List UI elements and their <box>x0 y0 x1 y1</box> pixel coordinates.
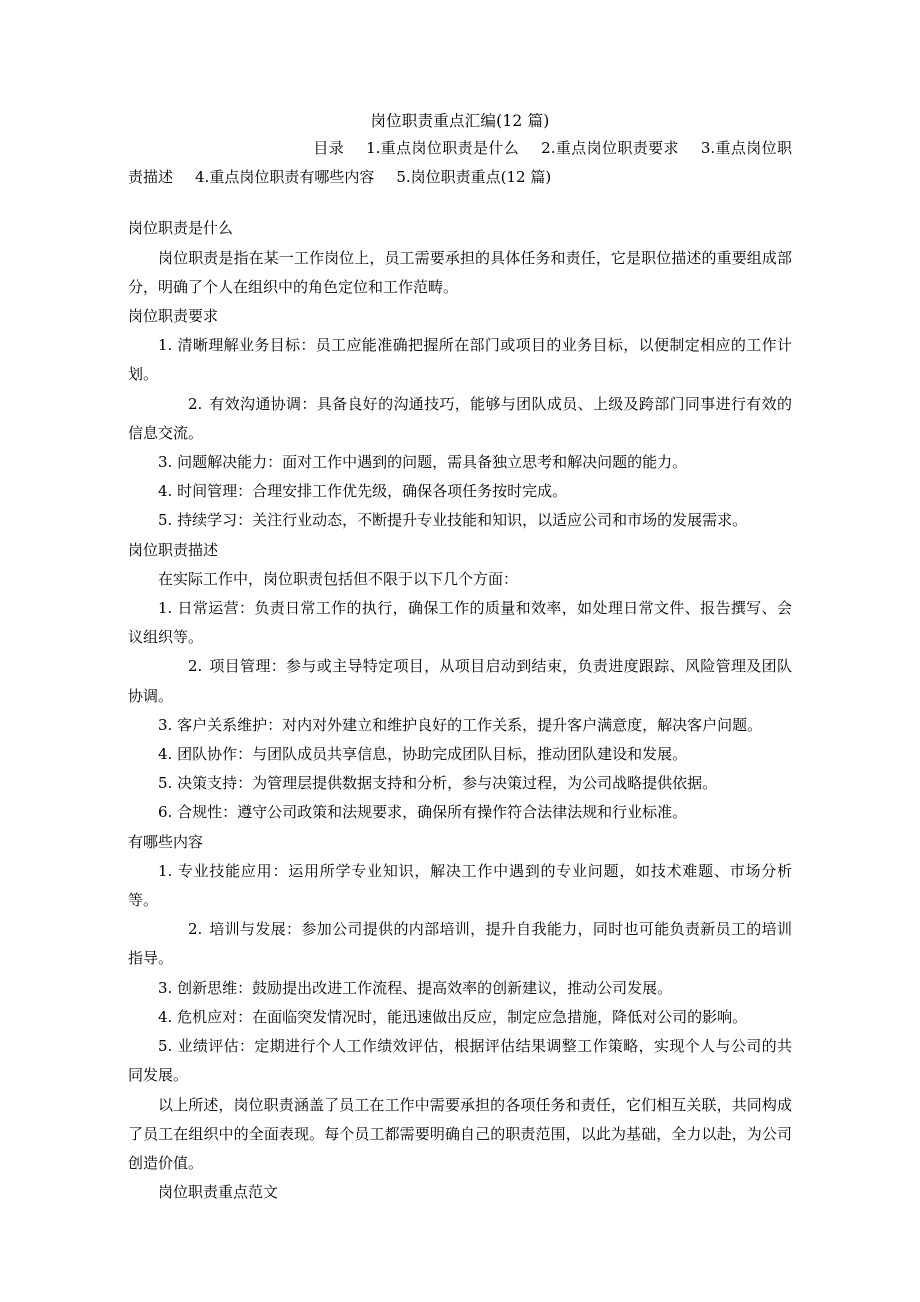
section-heading: 岗位职责要求 <box>128 307 219 326</box>
section-heading: 岗位职责是什么 <box>128 219 234 238</box>
page-title: 岗位职责重点汇编(12 篇) <box>370 112 550 130</box>
section-heading: 有哪些内容 <box>128 832 204 851</box>
section-paragraph: 4. 危机应对：在面临突发情况时，能迅速做出反应，制定应急措施，降低对公司的影响。 <box>158 1007 748 1026</box>
list-text: 项目管理：参与或主导特定项目，从项目启动到结束，负责进度跟踪、风险管理及团队协调。 <box>128 657 792 705</box>
section-paragraph: 在实际工作中，岗位职责包括但不限于以下几个方面： <box>158 569 519 588</box>
section-paragraph: 1. 日常运营：负责日常工作的执行，确保工作的质量和效率，如处理日常文件、报告撰写、会议组织等。 <box>128 599 792 647</box>
section-paragraph: 岗位职责是指在某一工作岗位上，员工需要承担的具体任务和责任，它是职位描述的重要组成部分，明确了个人在组织中的角色定位和工作范畴。 <box>128 248 792 296</box>
section-paragraph: 4. 团队协作：与团队成员共享信息，协助完成团队目标，推动团队建设和发展。 <box>158 745 688 764</box>
toc-item-1[interactable]: 1.重点岗位职责是什么 <box>366 139 520 157</box>
section-heading: 岗位职责描述 <box>128 540 219 559</box>
section-paragraph: 5. 决策支持：为管理层提供数据支持和分析，参与决策过程，为公司战略提供依据。 <box>158 774 718 793</box>
list-number: 2. <box>188 394 203 413</box>
list-number: 2. <box>188 657 203 676</box>
toc-item-2[interactable]: 2.重点岗位职责要求 <box>541 139 679 157</box>
toc-item-3[interactable]: 3.重点岗位职责描述 <box>128 139 793 187</box>
section-paragraph: 3. 创新思维：鼓励提出改进工作流程、提高效率的创新建议，推动公司发展。 <box>158 978 673 997</box>
section-paragraph: 5. 持续学习：关注行业动态，不断提升专业技能和知识，以适应公司和市场的发展需求。 <box>158 511 748 530</box>
section-paragraph: 3. 客户关系维护：对内对外建立和维护良好的工作关系，提升客户满意度，解决客户问题。 <box>158 715 763 734</box>
section-paragraph <box>128 652 792 710</box>
toc-item-4[interactable]: 4.重点岗位职责有哪些内容 <box>195 168 375 187</box>
document-body <box>128 214 792 1207</box>
list-text: 培训与发展：参加公司提供的内部培训，提升自我能力，同时也可能负责新员工的培训指导。 <box>128 920 792 968</box>
table-of-contents <box>128 134 792 192</box>
toc-label: 目录 <box>313 139 345 157</box>
section-paragraph: 4. 时间管理：合理安排工作优先级，确保各项任务按时完成。 <box>158 482 568 501</box>
document-content <box>128 0 792 1207</box>
list-number: 2. <box>188 920 203 939</box>
section-paragraph <box>128 915 792 973</box>
section-paragraph: 3. 问题解决能力：面对工作中遇到的问题，需具备独立思考和解决问题的能力。 <box>158 453 688 472</box>
section-paragraph: 岗位职责重点范文 <box>158 1183 279 1202</box>
section-paragraph <box>128 390 792 448</box>
list-text: 有效沟通协调：具备良好的沟通技巧，能够与团队成员、上级及跨部门同事进行有效的信息交流。 <box>128 394 792 442</box>
toc-item-5[interactable]: 5.岗位职责重点(12 篇) <box>396 168 552 187</box>
section-paragraph: 以上所述，岗位职责涵盖了员工在工作中需要承担的各项任务和责任，它们相互关联，共同构成了员工在组织中的全面表现。每个员工都需要明确自己的职责范围，以此为基础，全力以赴，为公司创造价值。 <box>128 1095 792 1172</box>
section-paragraph: 1. 清晰理解业务目标：员工应能准确把握所在部门或项目的业务目标，以便制定相应的工作计划。 <box>128 336 792 384</box>
section-paragraph: 5. 业绩评估：定期进行个人工作绩效评估，根据评估结果调整工作策略，实现个人与公司的共同发展。 <box>128 1037 792 1085</box>
section-paragraph: 1. 专业技能应用：运用所学专业知识，解决工作中遇到的专业问题，如技术难题、市场分析等。 <box>128 861 792 910</box>
section-paragraph: 6. 合规性：遵守公司政策和法规要求，确保所有操作符合法律法规和行业标准。 <box>158 803 688 822</box>
